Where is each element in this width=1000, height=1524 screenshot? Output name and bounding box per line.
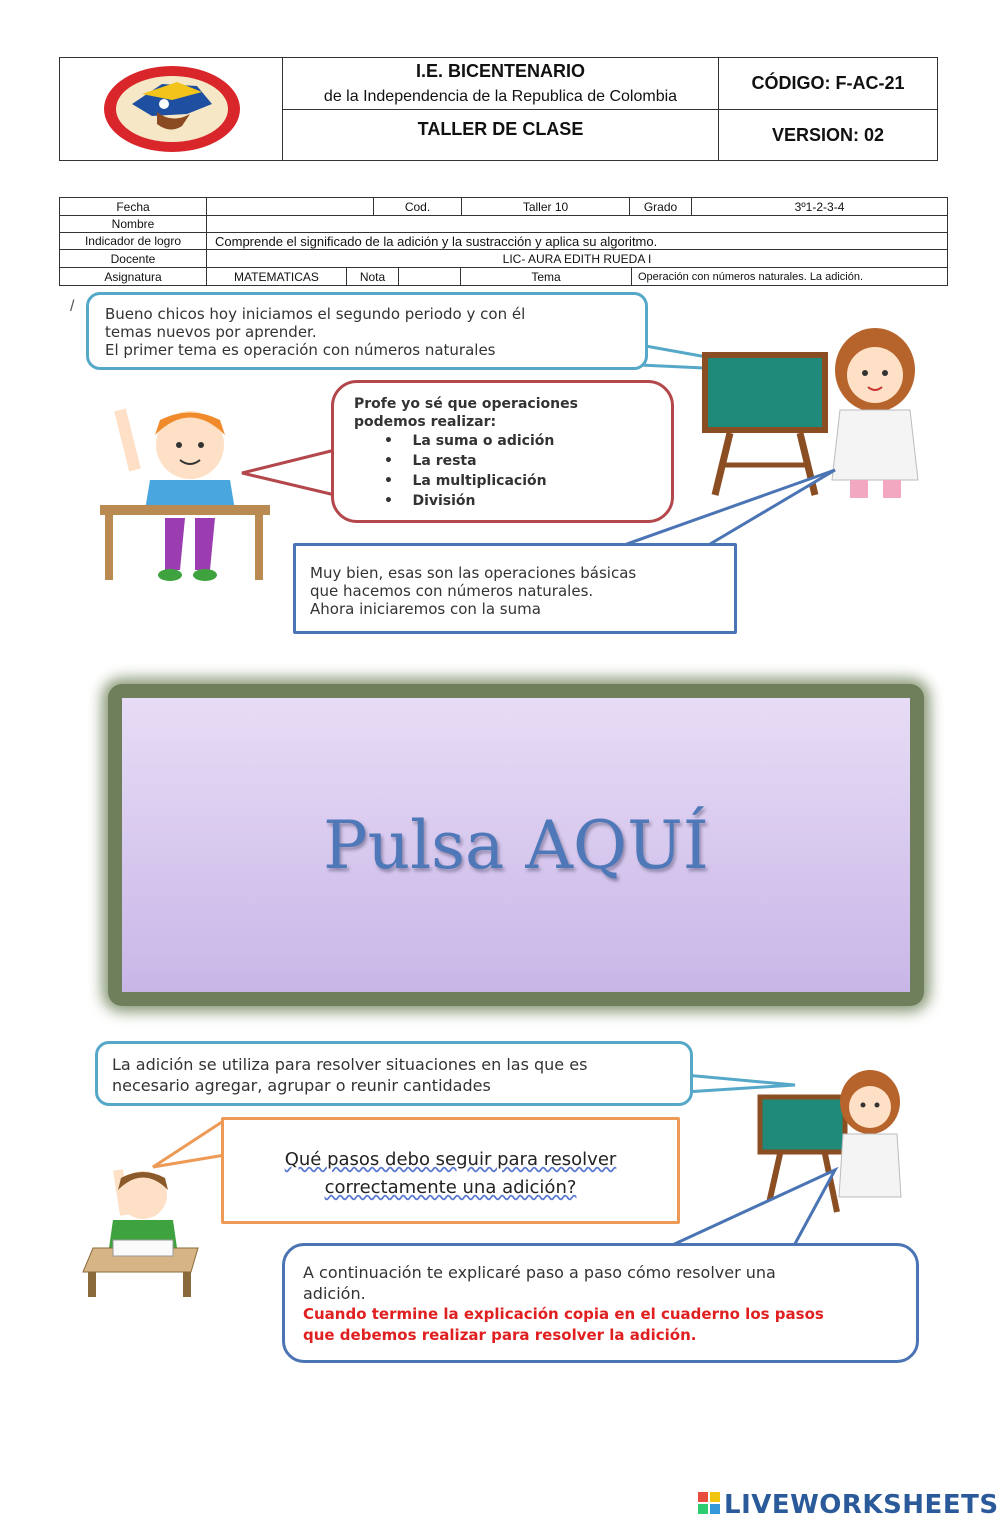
indicador-label: Indicador de logro (60, 233, 207, 249)
fecha-field[interactable] (207, 198, 374, 215)
operation-item: • La multiplicación (384, 473, 547, 489)
tema-value: Operación con números naturales. La adición. (638, 270, 864, 283)
definition-line-2: necesario agregar, agrupar o reunir cantidades (112, 1076, 491, 1095)
question-line-2: correctamente una adición? (324, 1177, 577, 1198)
grado-value: 3º1-2-3-4 (794, 199, 845, 214)
institution-name: I.E. BICENTENARIO (415, 61, 585, 81)
explanation-line-1: A continuación te explicaré paso a paso cómo resolver una (303, 1263, 776, 1282)
operation-item: • La resta (384, 453, 477, 469)
question-bubble (221, 1117, 680, 1224)
liveworksheets-logo-icon (698, 1492, 720, 1514)
question-line-1: Qué pasos debo seguir para resolver (284, 1149, 617, 1170)
header-table (59, 57, 938, 161)
code-cell (719, 58, 937, 110)
pulsa-aqui-button[interactable] (122, 698, 910, 992)
tema-label: Tema (461, 268, 632, 285)
nota-field[interactable] (399, 268, 461, 285)
doc-type-cell (283, 110, 719, 160)
teacher-reply-bubble (293, 543, 737, 634)
institution-subtitle: de la Independencia de la Republica de Colombia (323, 88, 678, 105)
liveworksheets-brand: LIVEWORKSHEETS (724, 1490, 999, 1520)
school-seal-logo (102, 64, 242, 154)
version-cell (719, 110, 937, 160)
grado-label: Grado (630, 198, 692, 215)
fecha-label: Fecha (60, 198, 207, 215)
info-row-nombre (60, 216, 947, 233)
asignatura-value: MATEMATICAS (207, 268, 347, 285)
operation-item: • División (384, 493, 476, 509)
operation-item: • La suma o adición (384, 433, 555, 449)
teacher-reply-line-3: Ahora iniciaremos con la suma (310, 600, 541, 618)
bubble-tail-teacher-reply (600, 465, 840, 555)
definition-line-1: La adición se utiliza para resolver situaciones en las que es (112, 1055, 588, 1074)
student-girl-illustration (73, 1160, 213, 1300)
teacher-intro-bubble (86, 292, 648, 370)
asignatura-label: Asignatura (60, 268, 207, 285)
teacher-intro-line-1: Bueno chicos hoy iniciamos el segundo periodo y con él (105, 305, 526, 323)
institution-cell (283, 58, 719, 110)
nombre-field[interactable] (207, 216, 947, 232)
indicador-value: Comprende el significado de la adición y la sustracción y aplica su algoritmo. (215, 233, 658, 249)
definition-bubble (95, 1041, 693, 1106)
bubble-tail-question (150, 1115, 230, 1175)
docente-label: Docente (60, 250, 207, 267)
bubble-tail-student (240, 440, 340, 510)
teacher-reply-line-2: que hacemos con números naturales. (310, 582, 594, 600)
document-type: TALLER DE CLASE (417, 118, 584, 139)
explanation-bubble (282, 1243, 919, 1363)
instruction-line-1: Cuando termine la explicación copia en el cuaderno los pasos (303, 1305, 824, 1323)
document-code: CÓDIGO: F-AC-21 (751, 73, 905, 93)
info-row-docente (60, 250, 947, 268)
teacher-intro-line-3: El primer tema es operación con números naturales (105, 341, 496, 359)
info-row-fecha (60, 198, 947, 216)
instruction-line-2: que debemos realizar para resolver la adición. (303, 1326, 697, 1344)
teacher-reply-line-1: Muy bien, esas son las operaciones básicas (310, 564, 637, 582)
taller-number: Taller 10 (462, 198, 630, 215)
nombre-label: Nombre (60, 216, 207, 232)
student-title-line-2: podemos realizar: (354, 414, 497, 430)
stray-mark: / (70, 298, 75, 315)
pulsa-aqui-label: Pulsa AQUÍ (323, 806, 709, 884)
explanation-line-2: adición. (303, 1284, 366, 1303)
info-row-indicador (60, 233, 947, 250)
docente-value: LIC- AURA EDITH RUEDA I (502, 251, 652, 266)
student-info-table (59, 197, 948, 286)
student-title-line-1: Profe yo sé que operaciones (354, 396, 578, 412)
pulsa-button-frame (108, 684, 924, 1006)
logo-cell (60, 58, 283, 160)
nota-label: Nota (347, 268, 399, 285)
cod-label: Cod. (374, 198, 462, 215)
document-version: VERSION: 02 (771, 124, 885, 145)
teacher-intro-line-2: temas nuevos por aprender. (105, 323, 317, 341)
info-row-asignatura (60, 268, 947, 285)
